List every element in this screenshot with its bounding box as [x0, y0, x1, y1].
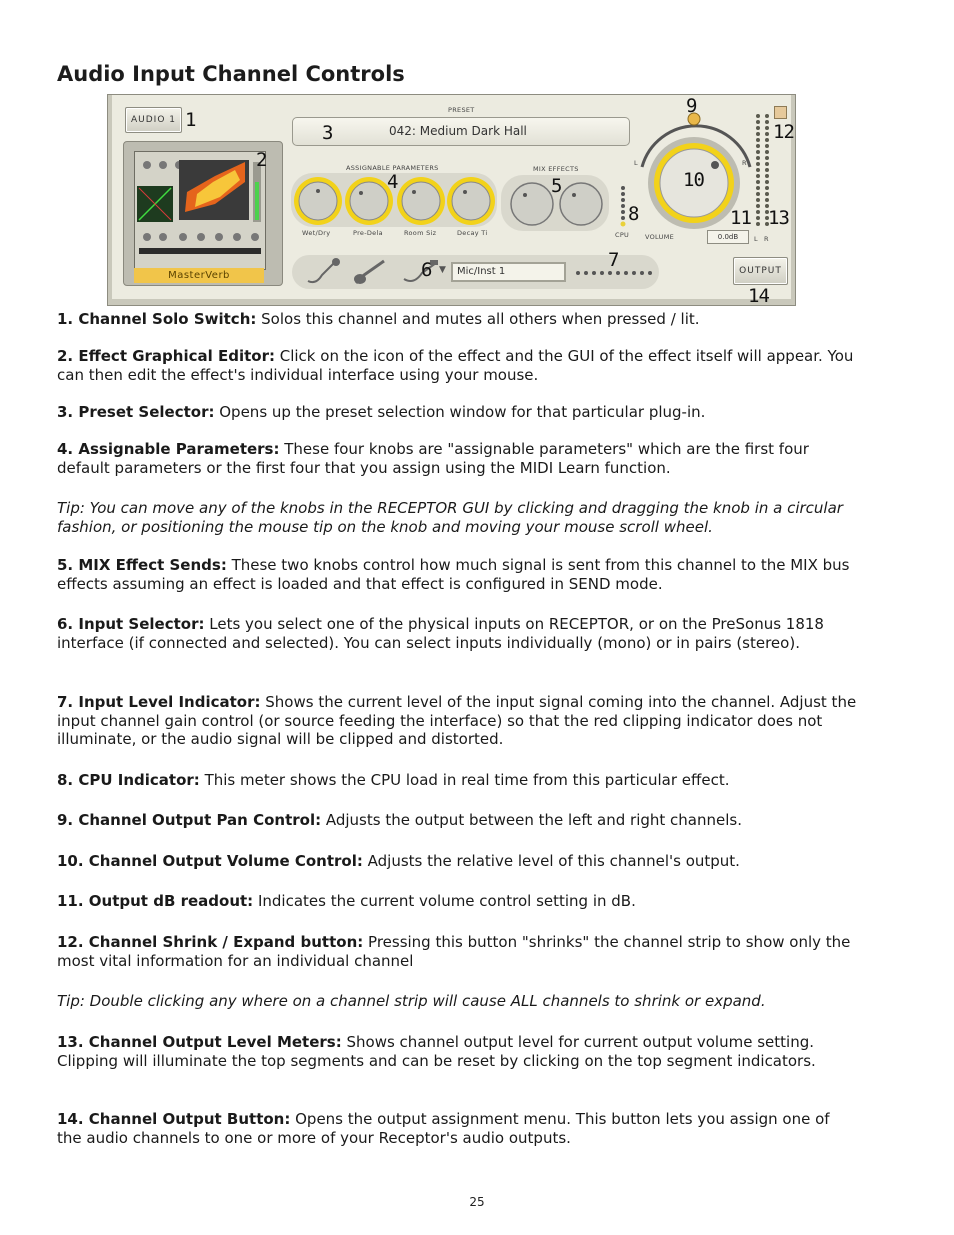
tip-knob-movement: Tip: You can move any of the knobs in the RECEPTOR GUI by clicking and dragging the knob in a circular fashion, or positioning the mouse tip on the knob and moving your mouse scroll wheel.: [57, 499, 843, 536]
item-cpu-indicator: 8. CPU Indicator: This meter shows the CPU load in real time from this particular effect.: [57, 771, 730, 789]
effect-editor-screen: [134, 151, 266, 270]
item-channel-output-pan: 9. Channel Output Pan Control: Adjusts the output between the left and right channels.: [57, 811, 742, 829]
solo-button[interactable]: AUDIO 1: [125, 107, 182, 133]
pan-left-label: L: [634, 159, 638, 167]
callout-1: 1: [185, 109, 196, 131]
callout-2: 2: [256, 149, 267, 171]
page-title: Audio Input Channel Controls: [57, 62, 405, 86]
tip-double-click: Tip: Double clicking any where on a channel strip will cause ALL channels to shrink or expand.: [57, 992, 766, 1010]
page-number: 25: [469, 1195, 485, 1209]
panel-edge-left: [108, 95, 112, 305]
pan-right-label: R: [742, 159, 747, 167]
item-mix-effect-sends: 5. MIX Effect Sends: These two knobs control how much signal is sent from this channel to the MIX bus effects assuming an effect is loaded and that effect is configured in SEND mode.: [57, 556, 850, 593]
callout-3: 3: [322, 122, 333, 144]
item-output-db-readout: 11. Output dB readout: Indicates the current volume control setting in dB.: [57, 892, 636, 910]
mix-send-knob-1[interactable]: [511, 183, 553, 225]
callout-8: 8: [628, 203, 639, 225]
assignable-parameters-label: ASSIGNABLE PARAMETERS: [346, 164, 439, 172]
panel-edge-bottom: [108, 299, 795, 305]
channel-strip-panel: [107, 94, 796, 306]
meter-left-label: L: [754, 235, 758, 243]
knob-wet-dry[interactable]: [294, 177, 342, 225]
item-shrink-expand-button: 12. Channel Shrink / Expand button: Pressing this button "shrinks" the channel strip to show only the most vital information for an individual channel: [57, 933, 851, 970]
knob-label-4: Decay Ti: [457, 229, 488, 237]
callout-14: 14: [748, 285, 769, 306]
item-output-level-meters: 13. Channel Output Level Meters: Shows channel output level for current output volume setting. Clipping will illuminate the top segments and can be reset by clicking on the top segment indicators.: [57, 1033, 816, 1070]
guitar-icon[interactable]: [354, 261, 384, 284]
effect-graph-icon: [135, 152, 265, 269]
volume-label: VOLUME: [645, 233, 675, 241]
item-channel-output-volume: 10. Channel Output Volume Control: Adjusts the relative level of this channel's output.: [57, 852, 740, 870]
callout-11: 11: [730, 207, 751, 229]
item-effect-graphical-editor: 2. Effect Graphical Editor: Click on the icon of the effect and the GUI of the effect itself will appear. You can then edit the effect's individual interface using your mouse.: [57, 347, 854, 384]
cpu-meter: [618, 185, 628, 227]
callout-6: 6: [421, 259, 432, 281]
input-selector[interactable]: Mic/Inst 1: [451, 262, 566, 282]
item-channel-solo-switch: 1. Channel Solo Switch: Solos this channel and mutes all others when pressed / lit.: [57, 310, 700, 328]
knob-pre-delay[interactable]: [345, 177, 393, 225]
db-readout: 0.0dB: [707, 230, 749, 244]
item-input-selector: 6. Input Selector: Lets you select one of the physical inputs on RECEPTOR, or on the PreSonus 1818 interface (if connected and selected). You can select inputs individually (mono) or in pairs (stereo).: [57, 615, 824, 652]
cpu-label: CPU: [615, 231, 630, 239]
callout-4: 4: [387, 171, 398, 193]
microphone-icon[interactable]: [308, 258, 340, 282]
output-button[interactable]: OUTPUT: [733, 257, 788, 285]
preset-label: PRESET: [448, 106, 475, 114]
mix-send-knob-2[interactable]: [560, 183, 602, 225]
callout-9: 9: [686, 95, 697, 117]
callout-7: 7: [608, 249, 619, 271]
mix-effects-label: MIX EFFECTS: [533, 165, 579, 173]
meter-right-label: R: [764, 235, 769, 243]
item-preset-selector: 3. Preset Selector: Opens up the preset selection window for that particular plug-in.: [57, 403, 706, 421]
shrink-expand-button[interactable]: [774, 106, 787, 119]
effect-name-label: MasterVerb: [134, 268, 264, 283]
callout-5: 5: [551, 175, 562, 197]
callout-13: 13: [768, 207, 789, 229]
item-assignable-parameters: 4. Assignable Parameters: These four knobs are "assignable parameters" which are the first four default parameters or the first four that you assign using the MIDI Learn function.: [57, 440, 809, 477]
knob-label-1: Wet/Dry: [302, 229, 331, 237]
callout-12: 12: [773, 121, 794, 143]
meter-left: [756, 114, 760, 226]
knob-decay-time[interactable]: [447, 177, 495, 225]
preset-selector[interactable]: 042: Medium Dark Hall: [292, 117, 630, 146]
input-dropdown-arrow-icon[interactable]: ▼: [439, 265, 446, 275]
knob-label-2: Pre-Dela: [353, 229, 383, 237]
knob-label-3: Room Siz: [404, 229, 437, 237]
callout-10: 10: [683, 169, 704, 191]
item-channel-output-button: 14. Channel Output Button: Opens the output assignment menu. This button lets you assign one of the audio channels to one or more of your Receptor's audio outputs.: [57, 1110, 830, 1147]
knob-room-size[interactable]: [397, 177, 445, 225]
item-input-level-indicator: 7. Input Level Indicator: Shows the current level of the input signal coming into the channel. Adjust the input channel gain control (or source feeding the interface) so that the red clipping indicator does not illuminate, or the audio signal will be clipped and distorted.: [57, 693, 857, 748]
